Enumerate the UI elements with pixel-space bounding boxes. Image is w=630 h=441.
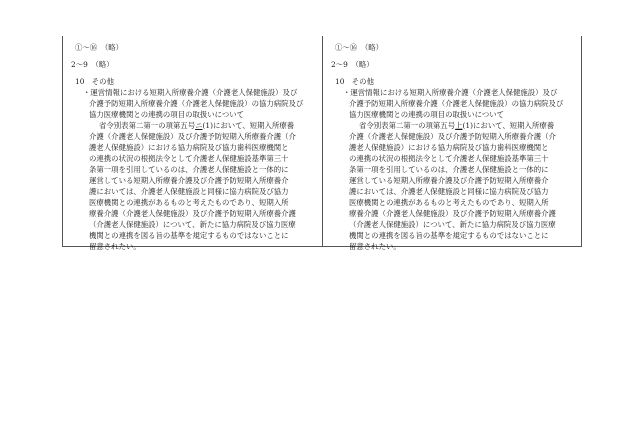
paragraph-line: 運営している短期入所療養介護及び介護予防短期入所療養介 (349, 176, 549, 185)
paragraph-line: 留意されたい。 (89, 242, 141, 251)
paragraph-line: 医療機関との連携があるものと考えたものであり、短期入所 (349, 198, 549, 207)
items-range-line: 2～9 （略） (71, 60, 114, 69)
paragraph-line: （介護老人保健施設）について、新たに協力病院及び協力医療 (349, 220, 556, 229)
item-one-line: ①～⑯ （略） (75, 43, 124, 52)
paragraph-suffix: (1)において、短期入所療養 (462, 121, 555, 130)
paragraph-line: 条第一項を引用しているのは、介護老人保健施設と一体的に (89, 165, 289, 174)
paragraph-line: 留意されたい。 (349, 242, 401, 251)
paragraph-line: 護においては、介護老人保健施設と同様に協力病院及び協力 (349, 187, 549, 196)
paragraph-line: 機関との連携を図る旨の基準を規定するものではないことに (349, 231, 549, 240)
comparison-table (62, 36, 582, 251)
paragraph-line: 機関との連携を図る旨の基準を規定するものではないことに (89, 231, 289, 240)
paragraph-line: 療養介護（介護老人保健施設）及び介護予防短期入所療養介護 (89, 209, 296, 218)
paragraph-first-line (99, 120, 314, 131)
amended-text: ニ (195, 121, 203, 130)
items-range-line: 2～9 （略） (331, 60, 374, 69)
paragraph-line: 運営している短期入所療養介護及び介護予防短期入所療養介 (89, 176, 289, 185)
bullet-continuation: 協力医療機関との連携の項目の取扱いについて (89, 110, 245, 119)
amended-text: 上 (455, 121, 463, 130)
section-heading: 10 その他 (75, 77, 114, 86)
bullet-line: ・運営情報における短期入所療養介護（介護老人保健施設）及び (83, 88, 298, 97)
paragraph-line: 護老人保健施設）における協力病院及び協力歯科医療機関と (89, 143, 289, 152)
bullet-continuation: 協力医療機関との連携の項目の取扱いについて (349, 110, 505, 119)
paragraph-line: の連携の状況の根拠法令として介護老人保健施設基準第三十 (349, 154, 549, 163)
paragraph-line: 介護（介護老人保健施設）及び介護予防短期入所療養介護（介 (349, 132, 556, 141)
item-one-line: ①～⑯ （略） (335, 43, 384, 52)
paragraph-line: （介護老人保健施設）について、新たに協力病院及び協力医療 (89, 220, 296, 229)
paragraph-line: 医療機関との連携があるものと考えたものであり、短期入所 (89, 198, 289, 207)
paragraph-line: 護老人保健施設）における協力病院及び協力歯科医療機関と (349, 143, 549, 152)
section-heading: 10 その他 (335, 77, 374, 86)
paragraph-line: 介護（介護老人保健施設）及び介護予防短期入所療養介護（介 (89, 132, 296, 141)
bullet-continuation: 介護予防短期入所療養介護（介護老人保健施設）の協力病院及び (349, 99, 564, 108)
left-column (63, 36, 322, 251)
right-column (322, 36, 581, 251)
paragraph-first-line (359, 120, 573, 131)
paragraph-prefix: 省令別表第二第一の項第五号 (359, 121, 456, 130)
paragraph-prefix: 省令別表第二第一の項第五号 (99, 121, 196, 130)
paragraph-line: 護においては、介護老人保健施設と同様に協力病院及び協力 (89, 187, 289, 196)
paragraph-line: 療養介護（介護老人保健施設）及び介護予防短期入所療養介護 (349, 209, 556, 218)
paragraph-line: の連携の状況の根拠法令として介護老人保健施設基準第三十 (89, 154, 289, 163)
paragraph-line: 条第一項を引用しているのは、介護老人保健施設と一体的に (349, 165, 549, 174)
bullet-continuation: 介護予防短期入所療養介護（介護老人保健施設）の協力病院及び (89, 99, 304, 108)
paragraph-suffix: (1)において、短期入所療養 (202, 121, 295, 130)
bullet-line: ・運営情報における短期入所療養介護（介護老人保健施設）及び (343, 88, 558, 97)
